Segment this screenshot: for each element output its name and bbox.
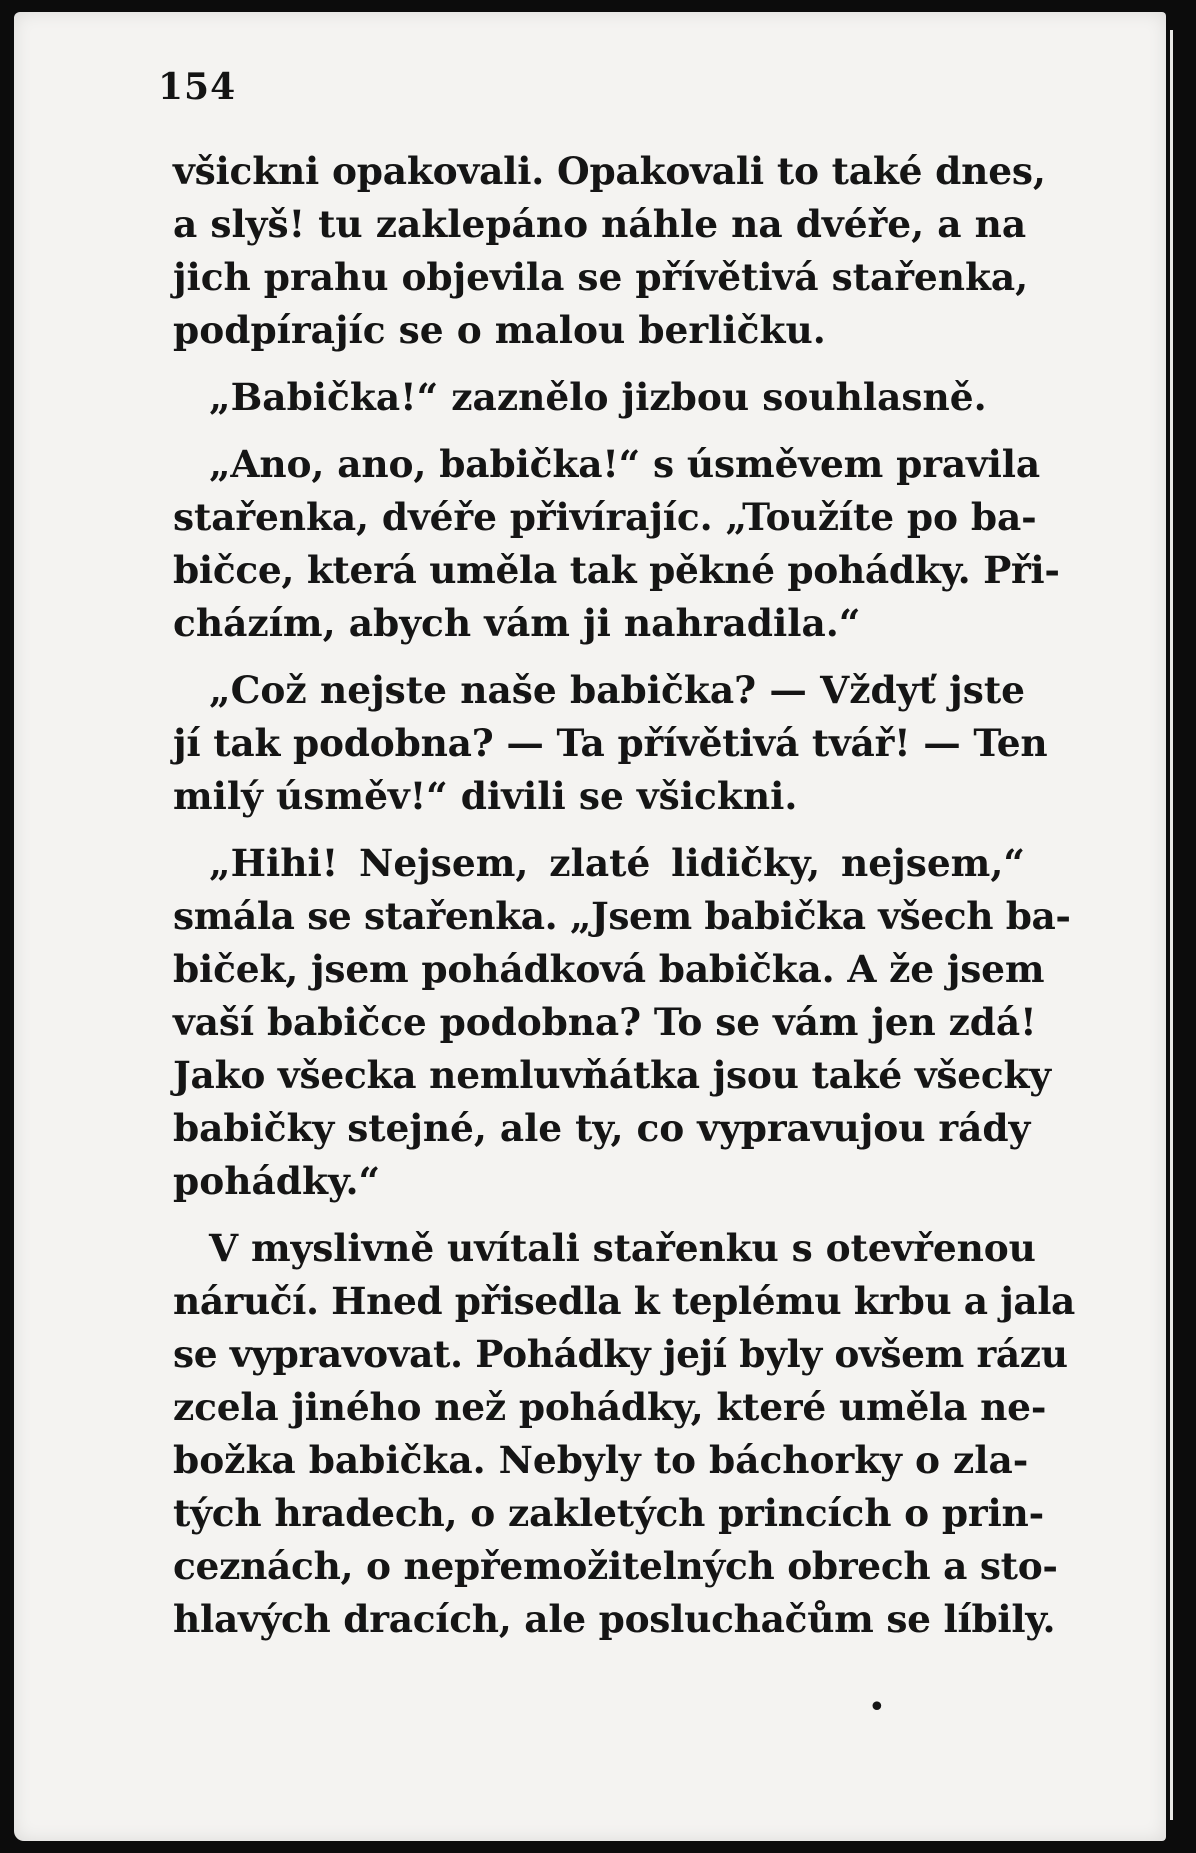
text-line: milý úsměv!“ divili se všickni.	[173, 774, 798, 818]
text-line: jí tak podobna? — Ta přívětivá tvář! — Ten	[173, 721, 1048, 765]
text-line: bičce, která uměla tak pěkné pohádky. Při-	[173, 548, 1060, 592]
text-line: se vypravovat. Pohádky její byly ovšem rázu	[173, 1332, 1068, 1376]
text-line: pohádky.“	[173, 1159, 381, 1203]
text-line: ceznách, o nepřemožitelných obrech a sto-	[173, 1544, 1058, 1588]
text-line: jich prahu objevila se přívětivá stařenka,	[173, 255, 1029, 299]
text-line: „Babička!“ zaznělo jizbou souhlasně.	[209, 375, 987, 419]
page-number: 154	[158, 66, 237, 108]
text-line: V myslivně uvítali stařenku s otevřenou	[209, 1226, 1036, 1270]
text-line: Jako všecka nemluvňátka jsou také všecky	[173, 1053, 1051, 1097]
text-line: hlavých dracích, ale posluchačům se líbily.	[173, 1597, 1056, 1641]
text-line: biček, jsem pohádková babička. A že jsem	[173, 947, 1045, 991]
text-line: „Což nejste naše babička? — Vždyť jste	[209, 668, 1025, 712]
text-line: podpírajíc se o malou berličku.	[173, 308, 826, 352]
text-line: všickni opakovali. Opakovali to také dnes,	[173, 149, 1046, 193]
text-line: zcela jiného než pohádky, které uměla ne-	[173, 1385, 1047, 1429]
text-line: a slyš! tu zaklepáno náhle na dvéře, a na	[173, 202, 1027, 246]
ink-speck: •	[868, 1690, 886, 1725]
text-line: tých hradech, o zakletých princích o prin-	[173, 1491, 1044, 1535]
text-line: cházím, abych vám ji nahradila.“	[173, 601, 861, 645]
paragraph	[173, 371, 1025, 424]
paragraph	[173, 664, 1048, 823]
body-text	[173, 145, 1075, 1660]
text-line: smála se stařenka. „Jsem babička všech ba-	[173, 894, 1071, 938]
text-line: náručí. Hned přisedla k teplému krbu a jala	[173, 1279, 1075, 1323]
paragraph	[173, 145, 1046, 357]
text-line: vaší babičce podobna? To se vám jen zdá!	[173, 1000, 1037, 1044]
paragraph	[173, 837, 1071, 1208]
paragraph	[173, 438, 1060, 650]
paragraph	[173, 1222, 1075, 1646]
text-line: „Hihi! Nejsem, zlaté lidičky, nejsem,“	[209, 841, 1025, 885]
text-line: „Ano, ano, babička!“ s úsměvem pravila	[209, 442, 1041, 486]
text-line: stařenka, dvéře přivírajíc. „Toužíte po ba-	[173, 495, 1037, 539]
text-line: babičky stejné, ale ty, co vypravujou rády	[173, 1106, 1031, 1150]
text-line: božka babička. Nebyly to báchorky o zla-	[173, 1438, 1029, 1482]
page-edge	[1170, 30, 1173, 1820]
